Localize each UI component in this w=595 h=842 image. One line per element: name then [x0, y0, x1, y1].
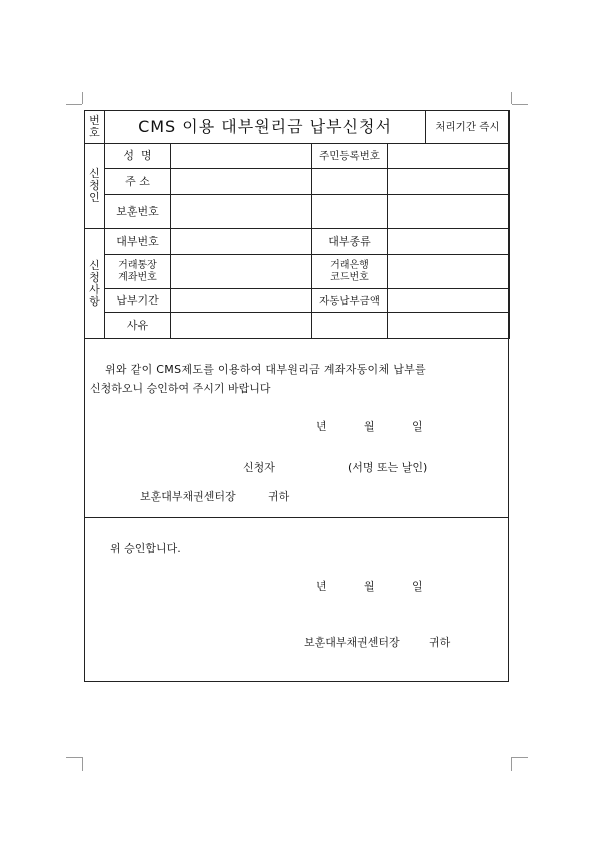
- loan-number-field[interactable]: [171, 229, 312, 255]
- crop-mark: [512, 757, 528, 758]
- resident-number-field[interactable]: [388, 144, 510, 169]
- name-field[interactable]: [171, 144, 312, 169]
- crop-mark: [512, 104, 528, 105]
- form-title: CMS 이용 대부원리금 납부신청서: [105, 111, 426, 144]
- recipient-2: 보훈대부채권센터장: [304, 636, 400, 649]
- crop-mark: [511, 757, 512, 771]
- auto-amount-field[interactable]: [388, 289, 510, 313]
- blank-cell[interactable]: [312, 195, 388, 229]
- address-field-2[interactable]: [312, 169, 388, 195]
- statement-line-2: 신청하오니 승인하여 주시기 바랍니다: [90, 382, 271, 395]
- crop-mark: [66, 757, 82, 758]
- loan-type-field[interactable]: [388, 229, 510, 255]
- payment-period-label: 납부기간: [105, 289, 171, 313]
- account-field[interactable]: [171, 255, 312, 289]
- approval-text: 위 승인합니다.: [110, 542, 181, 555]
- date-year: 년: [316, 420, 327, 433]
- address-field[interactable]: [171, 169, 312, 195]
- reason-field-2[interactable]: [312, 313, 388, 339]
- crop-mark: [66, 104, 82, 105]
- request-section-label: 신 청 사 항: [85, 229, 105, 339]
- crop-mark: [82, 92, 83, 104]
- payment-period-field[interactable]: [171, 289, 312, 313]
- processing-period: 처리기간 즉시: [426, 111, 510, 144]
- recipient-1: 보훈대부채권센터장: [140, 490, 236, 503]
- blank-cell[interactable]: [388, 195, 510, 229]
- applicant-sign-label: 신청자: [243, 461, 275, 474]
- bank-code-field[interactable]: [388, 255, 510, 289]
- date2-year: 년: [316, 580, 327, 593]
- reason-label: 사유: [105, 313, 171, 339]
- date2-day: 일: [412, 580, 423, 593]
- statement-line-1: 위와 같이 CMS제도를 이용하여 대부원리금 계좌자동이체 납부를: [105, 363, 426, 376]
- crop-mark: [511, 92, 512, 104]
- protection-number-label: 보훈번호: [105, 195, 171, 229]
- resident-number-label: 주민등록번호: [312, 144, 388, 169]
- auto-amount-label: 자동납부금액: [312, 289, 388, 313]
- crop-mark: [82, 757, 83, 771]
- number-label: 번 호: [85, 111, 105, 144]
- protection-number-field[interactable]: [171, 195, 312, 229]
- address-label: 주 소: [105, 169, 171, 195]
- honorific-2: 귀하: [429, 636, 451, 649]
- loan-type-label: 대부종류: [312, 229, 388, 255]
- honorific-1: 귀하: [268, 490, 290, 503]
- bank-code-label: 거래은행 코드번호: [312, 255, 388, 289]
- reason-field[interactable]: [171, 313, 312, 339]
- reason-field-3[interactable]: [388, 313, 510, 339]
- name-label: 성 명: [105, 144, 171, 169]
- address-field-3[interactable]: [388, 169, 510, 195]
- account-label: 거래통장 계좌번호: [105, 255, 171, 289]
- applicant-section-label: 신 청 인: [85, 144, 105, 229]
- date2-month: 월: [364, 580, 375, 593]
- section-divider: [84, 517, 509, 518]
- signature-note: (서명 또는 날인): [348, 461, 428, 474]
- date-month: 월: [364, 420, 375, 433]
- loan-number-label: 대부번호: [105, 229, 171, 255]
- application-form-table: [84, 110, 510, 339]
- date-day: 일: [412, 420, 423, 433]
